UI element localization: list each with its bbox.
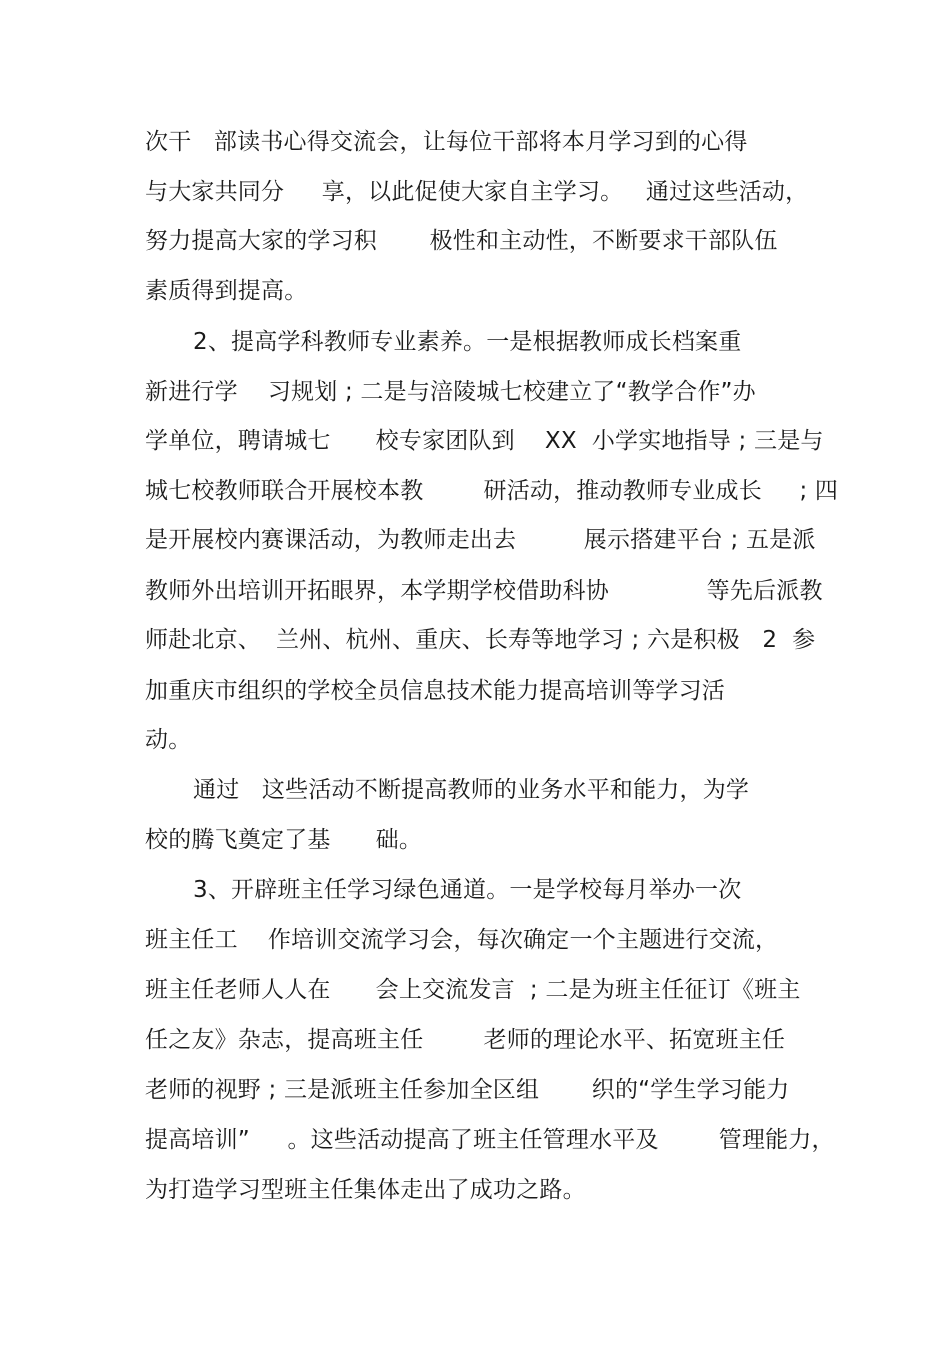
text-line: 学单位，聘请城七 校专家团队到 XX 小学实地指导 ; 三是与: [145, 428, 824, 454]
paragraph-heading-2: 2、提高学科教师专业素养。一是根据教师成长档案重: [193, 329, 742, 355]
text-line: 加重庆市组织的学校全员信息技术能力提高培训等学习活: [145, 678, 725, 704]
text-line: 努力提高大家的学习积 极性和主动性，不断要求干部队伍: [145, 228, 778, 254]
text-line: 教师外出培训开拓眼界，本学期学校借助科协 等先后派教: [145, 578, 823, 604]
text-line: 通过 这些活动不断提高教师的业务水平和能力，为学: [193, 777, 750, 803]
text-line: 提高培训” 。这些活动提高了班主任管理水平及 管理能力，: [145, 1127, 835, 1153]
text-line: 为打造学习型班主任集体走出了成功之路。: [145, 1177, 586, 1203]
text-line: 老师的视野 ; 三是派班主任参加全区组 织的“学生学习能力: [145, 1077, 790, 1103]
text-line: 与大家共同分 享，以此促使大家自主学习。 通过这些活动，: [145, 179, 809, 205]
text-line: 城七校教师联合开展校本教 研活动，推动教师专业成长 ; 四: [145, 478, 839, 504]
text-line: 新进行学 习规划 ; 二是与涪陵城七校建立了“教学合作”办: [145, 379, 756, 405]
text-line: 素质得到提高。: [145, 278, 308, 304]
text-line: 校的腾飞奠定了基 础。: [145, 827, 423, 853]
text-line: 师赴北京、 兰州、杭州、重庆、长寿等地学习 ; 六是积极 2 参: [145, 627, 816, 653]
text-line: 任之友》杂志，提高班主任 老师的理论水平、拓宽班主任: [145, 1027, 786, 1053]
text-line: 班主任老师人人在 会上交流发言 ; 二是为班主任征订《班主: [145, 977, 801, 1003]
text-line: 是开展校内赛课活动，为教师走出去 展示搭建平台 ; 五是派: [145, 527, 816, 553]
text-line: 动。: [145, 727, 192, 753]
text-line: 班主任工 作培训交流学习会，每次确定一个主题进行交流，: [145, 927, 779, 953]
paragraph-heading-3: 3、开辟班主任学习绿色通道。一是学校每月举办一次: [193, 877, 742, 903]
text-line: 次干 部读书心得交流会，让每位干部将本月学习到的心得: [145, 129, 748, 155]
